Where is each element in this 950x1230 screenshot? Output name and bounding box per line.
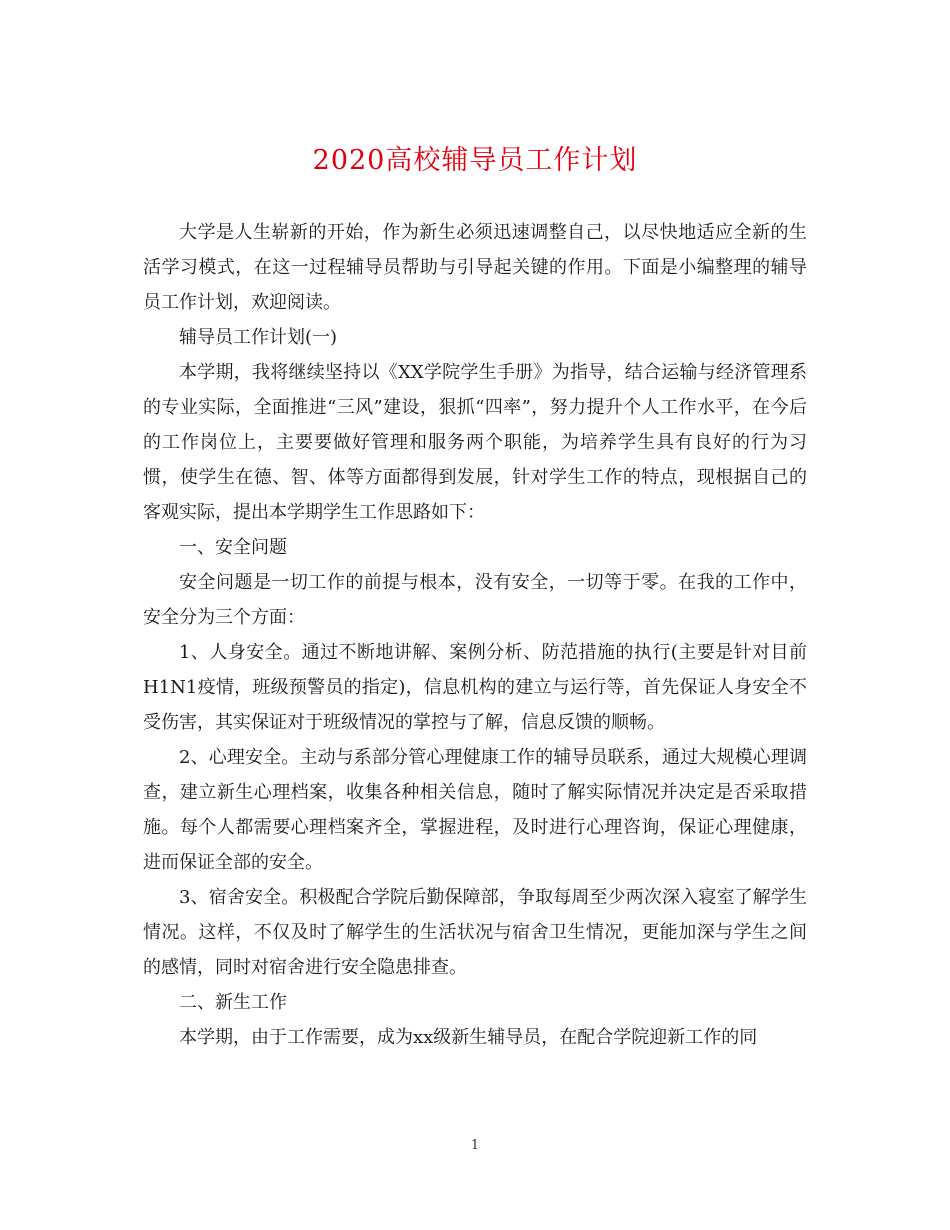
paragraph-dormitory-safety: 3、宿舍安全。积极配合学院后勤保障部，争取每周至少两次深入寝室了解学生情况。这样，不仅及时了解学生的生活状况与宿舍卫生情况，更能加深与学生之间的感情，同时对宿舍进行安全隐患排查。 <box>143 887 807 978</box>
paragraph-personal-safety: 1、人身安全。通过不断地讲解、案例分析、防范措施的执行(主要是针对目前H1N1疫情，班级预警员的指定)，信息机构的建立与运行等，首先保证人身安全不受伤害，其实保证对于班级情况的掌控与了解，信息反馈的顺畅。 <box>143 642 807 733</box>
paragraph-freshman-work: 本学期，由于工作需要，成为xx级新生辅导员，在配合学院迎新工作的同 <box>179 1027 758 1048</box>
paragraph-safety-overview: 安全问题是一切工作的前提与根本，没有安全，一切等于零。在我的工作中，安全分为三个方面： <box>143 572 807 628</box>
paragraph-psychological-safety: 2、心理安全。主动与系部分管心理健康工作的辅导员联系，通过大规模心理调查，建立新生心理档案，收集各种相关信息，随时了解实际情况并决定是否采取措施。每个人都需要心理档案齐全，掌握进程，及时进行心理咨询，保证心理健康，进而保证全部的安全。 <box>143 747 807 873</box>
section-heading-plan-one: 辅导员工作计划(一) <box>179 327 338 348</box>
page-number: 1 <box>470 1138 480 1153</box>
document-title: 2020高校辅导员工作计划 <box>312 145 638 176</box>
section-heading-freshman-work: 二、新生工作 <box>179 992 287 1013</box>
section-heading-safety: 一、安全问题 <box>179 537 287 558</box>
paragraph-intro: 大学是人生崭新的开始，作为新生必须迅速调整自己，以尽快地适应全新的生活学习模式，在这一过程辅导员帮助与引导起关键的作用。下面是小编整理的辅导员工作计划，欢迎阅读。 <box>143 222 807 313</box>
paragraph-semester-goals: 本学期，我将继续坚持以《XX学院学生手册》为指导，结合运输与经济管理系的专业实际，全面推进“三风”建设，狠抓“四率”，努力提升个人工作水平，在今后的工作岗位上，主要要做好管理和服务两个职能，为培养学生具有良好的行为习惯，使学生在德、智、体等方面都得到发展，针对学生工作的特点，现根据自己的客观实际，提出本学期学生工作思路如下： <box>143 362 807 523</box>
document-body <box>143 215 807 1055</box>
